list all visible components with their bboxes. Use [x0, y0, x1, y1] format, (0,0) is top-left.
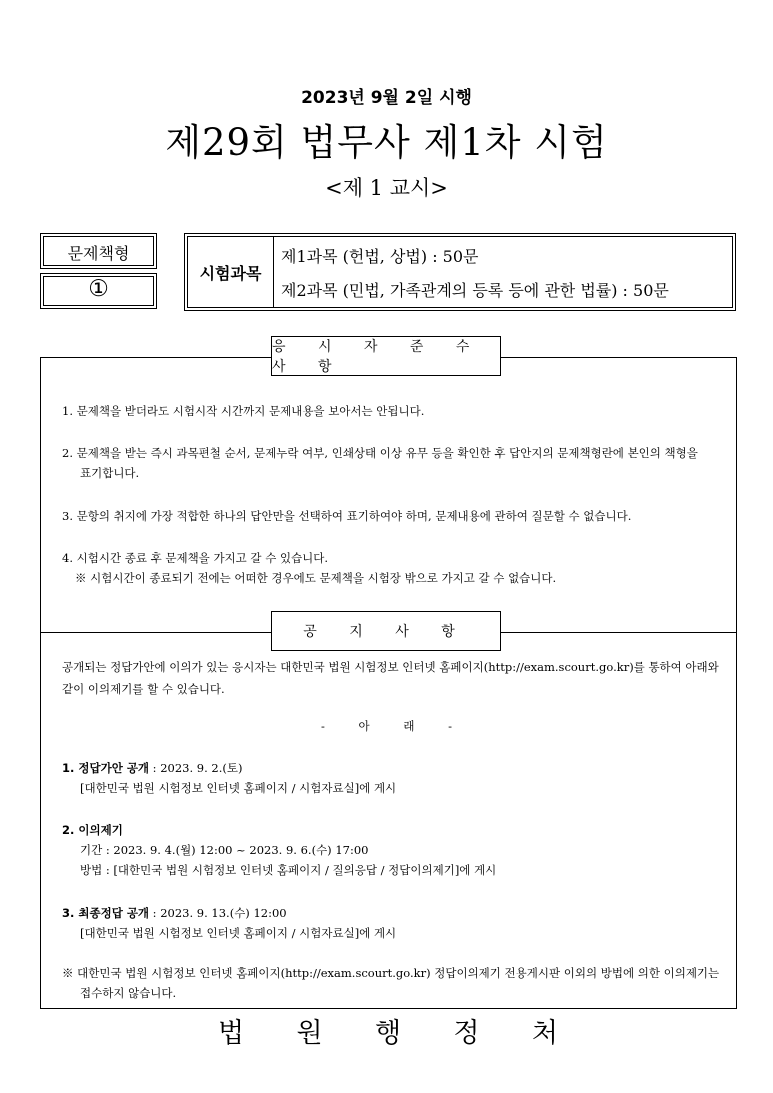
section-3-detail: [대한민국 법원 시험정보 인터넷 홈페이지 / 시험자료실]에 게시 — [80, 926, 397, 940]
rule-3: 3. 문항의 취지에 가장 적합한 하나의 답안만을 선택하여 표기하여야 하며, 문제내용에 관하여 질문할 수 없습니다. — [62, 509, 632, 523]
below-marker: - 아 래 - — [321, 719, 452, 733]
announcement-intro-line-2: 같이 이의제기를 할 수 있습니다. — [62, 682, 225, 696]
section-3 — [62, 905, 287, 921]
section-1-value: : 2023. 9. 2.(토) — [149, 761, 243, 775]
agency-char-3: 행 — [374, 1018, 402, 1049]
section-2-method: 방법 : [대한민국 법원 시험정보 인터넷 홈페이지 / 질의응답 / 정답이의제기]에 게시 — [80, 863, 497, 877]
rule-2-line-2: 표기합니다. — [80, 466, 140, 480]
section-2-label: 2. 이의제기 — [62, 823, 123, 837]
exam-title: 제29회 법무사 제1차 시험 — [165, 121, 608, 164]
section-2-period: 기간 : 2023. 9. 4.(월) 12:00 ~ 2023. 9. 6.(수) 17:00 — [80, 843, 369, 857]
announcement-intro-line-1: 공개되는 정답가안에 이의가 있는 응시자는 대한민국 법원 시험정보 인터넷 홈페이지(http://exam.scourt.go.kr)를 통하여 아래와 — [62, 660, 719, 674]
agency-char-4: 정 — [453, 1018, 480, 1049]
section-2 — [62, 822, 123, 838]
subjects-box — [184, 233, 736, 311]
section-3-label: 3. 최종정답 공개 — [62, 906, 150, 920]
subject-line-1: 제1과목 (헌법, 상법) : 50문 — [281, 247, 479, 266]
booklet-type-label: 문제책형 — [67, 244, 130, 263]
exam-period: <제 1 교시> — [325, 176, 448, 200]
section-3-value: : 2023. 9. 13.(수) 12:00 — [149, 906, 287, 920]
booklet-type-value: ① — [88, 276, 109, 302]
booklet-type-box — [40, 233, 157, 309]
rule-2-line-1: 2. 문제책을 받는 즉시 과목편철 순서, 문제누락 여부, 인쇄상태 이상 유무 등을 확인한 후 답안지의 문제책형란에 본인의 책형을 — [62, 446, 698, 460]
agency-char-5: 처 — [531, 1018, 558, 1049]
rule-4-note: ※ 시험시간이 종료되기 전에는 어떠한 경우에도 문제책을 시험장 밖으로 가지고 갈 수 없습니다. — [75, 571, 557, 585]
objection-note-line-2: 접수하지 않습니다. — [80, 986, 177, 1000]
section-1-detail: [대한민국 법원 시험정보 인터넷 홈페이지 / 시험자료실]에 게시 — [80, 781, 397, 795]
issuing-agency — [218, 1011, 558, 1050]
subjects-label: 시험과목 — [188, 237, 274, 307]
examinee-rules-heading: 응 시 자 준 수 사 항 — [271, 336, 501, 376]
section-1-label: 1. 정답가안 공개 — [62, 761, 150, 775]
booklet-type-value-cell — [40, 273, 157, 309]
agency-char-2: 원 — [296, 1018, 323, 1049]
rule-1: 1. 문제책을 받더라도 시험시작 시간까지 문제내용을 보아서는 안됩니다. — [62, 404, 425, 418]
announcement-heading: 공 지 사 항 — [271, 611, 501, 651]
agency-char-1: 법 — [218, 1018, 245, 1049]
objection-note-line-1: ※ 대한민국 법원 시험정보 인터넷 홈페이지(http://exam.scourt.go.kr) 정답이의제기 전용게시판 이외의 방법에 의한 이의제기는 — [62, 966, 720, 980]
rule-4: 4. 시험시간 종료 후 문제책을 가지고 갈 수 있습니다. — [62, 551, 329, 565]
booklet-type-label-cell — [40, 233, 157, 269]
subject-line-2: 제2과목 (민법, 가족관계의 등록 등에 관한 법률) : 50문 — [281, 281, 669, 300]
section-1 — [62, 760, 242, 776]
exam-date: 2023년 9월 2일 시행 — [301, 88, 472, 108]
